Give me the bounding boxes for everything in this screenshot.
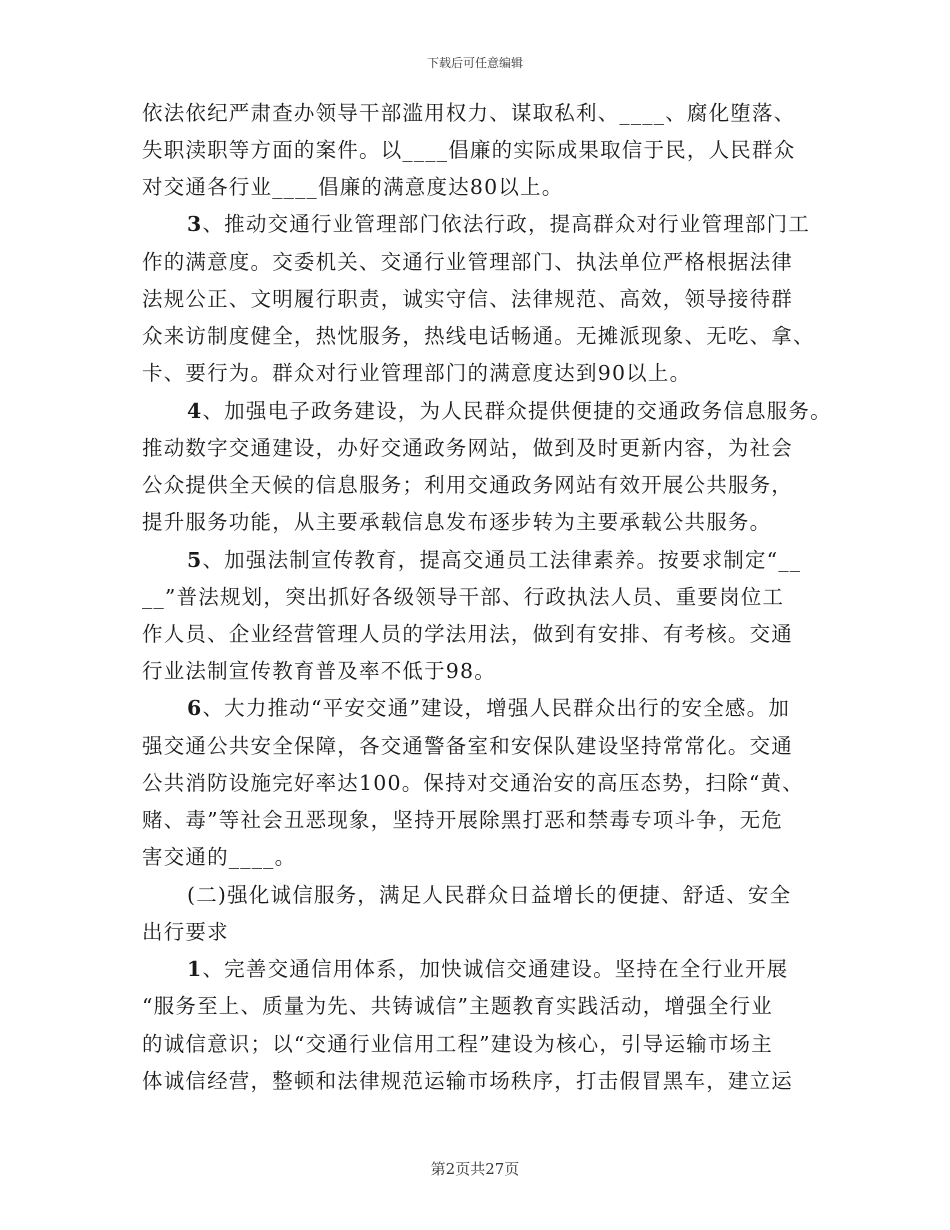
line-text: 推动数字交通建设，办好交通政务网站，做到及时更新内容，为社会 (142, 436, 793, 460)
line-text: 众来访制度健全，热忱服务，热线电话畅通。无摊派现象、无吃、拿、 (142, 324, 815, 348)
item-number: 3 (187, 212, 203, 236)
line-text: 、加强电子政务建设，为人民群众提供便捷的交通政务信息服务。 (202, 399, 832, 423)
line-text: 、推动交通行业管理部门依法行政，提高群众对行业管理部门工 (202, 212, 811, 236)
document-line (142, 136, 795, 164)
line-text: 、加强法制宣传教育，提高交通员工法律素养。按要求制定“__ (202, 548, 802, 572)
item-number: 5 (187, 548, 203, 572)
line-text: 作的满意度。交委机关、交通行业管理部门、执法单位严格根据法律 (142, 250, 793, 274)
document-line (142, 806, 783, 834)
page-footer: 第2页共27页 (430, 1160, 520, 1178)
document-line (187, 881, 791, 909)
line-text: 法规公正、文明履行职责，诚实守信、法律规范、高效，领导接待群 (142, 287, 793, 311)
document-line (142, 434, 793, 462)
document-line (142, 992, 773, 1020)
document-line (142, 732, 793, 760)
line-text: 害交通的____。 (142, 845, 297, 869)
line-text: 体诚信经营，整顿和法律规范运输市场秩序，打击假冒黑车，建立运 (142, 1069, 793, 1093)
document-line (142, 1030, 773, 1058)
document-line (142, 359, 691, 387)
document-line (142, 1067, 793, 1095)
line-text: 、完善交通信用体系，加快诚信交通建设。坚持在全行业开展 (202, 957, 789, 981)
document-line (187, 397, 832, 425)
document-line (142, 657, 496, 685)
line-text: 出行要求 (142, 920, 229, 944)
document-line (142, 918, 229, 946)
line-text: 、大力推动“平安交通”建设，增强人民群众出行的安全感。加 (202, 696, 791, 720)
document-line (142, 843, 296, 871)
line-text: 对交通各行业____倡廉的满意度达80以上。 (142, 175, 564, 199)
line-text: 行业法制宣传教育普及率不低于98。 (142, 659, 496, 683)
line-text: 失职渎职等方面的案件。以____倡廉的实际成果取信于民，人民群众 (142, 138, 796, 162)
document-line (142, 508, 771, 536)
line-text: 强交通公共安全保障，各交通警备室和安保队建设坚持常常化。交通 (142, 734, 793, 758)
document-line (142, 769, 804, 797)
document-line (187, 694, 790, 722)
line-text: 公众提供全天候的信息服务；利用交通政务网站有效开展公共服务， (142, 473, 793, 497)
line-text: 卡、要行为。群众对行业管理部门的满意度达到90以上。 (142, 361, 692, 385)
line-text: __”普法规划，突出抓好各级领导干部、行政执法人员、重要岗位工 (142, 585, 785, 609)
document-line (142, 248, 793, 276)
document-line (142, 173, 564, 201)
item-number: 4 (187, 399, 203, 423)
line-text: 的诚信意识；以“交通行业信用工程”建设为核心，引导运输市场主 (142, 1032, 773, 1056)
document-line (142, 471, 793, 499)
document-line (142, 620, 793, 648)
line-text: (二)强化诚信服务，满足人民群众日益增长的便捷、舒适、安全 (187, 883, 792, 907)
line-text: “服务至上、质量为先、共铸诚信”主题教育实践活动，增强全行业 (142, 994, 773, 1018)
document-line (142, 99, 795, 127)
document-line (142, 285, 793, 313)
line-text: 赌、毒”等社会丑恶现象，坚持开展除黑打恶和禁毒专项斗争，无危 (142, 808, 783, 832)
line-text: 依法依纪严肃查办领导干部滥用权力、谋取私利、____、腐化堕落、 (142, 101, 796, 125)
document-line (142, 322, 815, 350)
item-number: 6 (187, 696, 203, 720)
line-text: 公共消防设施完好率达100。保持对交通治安的高压态势，扫除“黄、 (142, 771, 805, 795)
document-line (187, 546, 801, 574)
document-line (187, 955, 788, 983)
document-line (142, 583, 784, 611)
item-number: 1 (187, 957, 203, 981)
document-line (187, 210, 810, 238)
line-text: 作人员、企业经营管理人员的学法用法，做到有安排、有考核。交通 (142, 622, 793, 646)
line-text: 提升服务功能，从主要承载信息发布逐步转为主要承载公共服务。 (142, 510, 772, 534)
page-header: 下载后可任意编辑 (426, 56, 523, 70)
